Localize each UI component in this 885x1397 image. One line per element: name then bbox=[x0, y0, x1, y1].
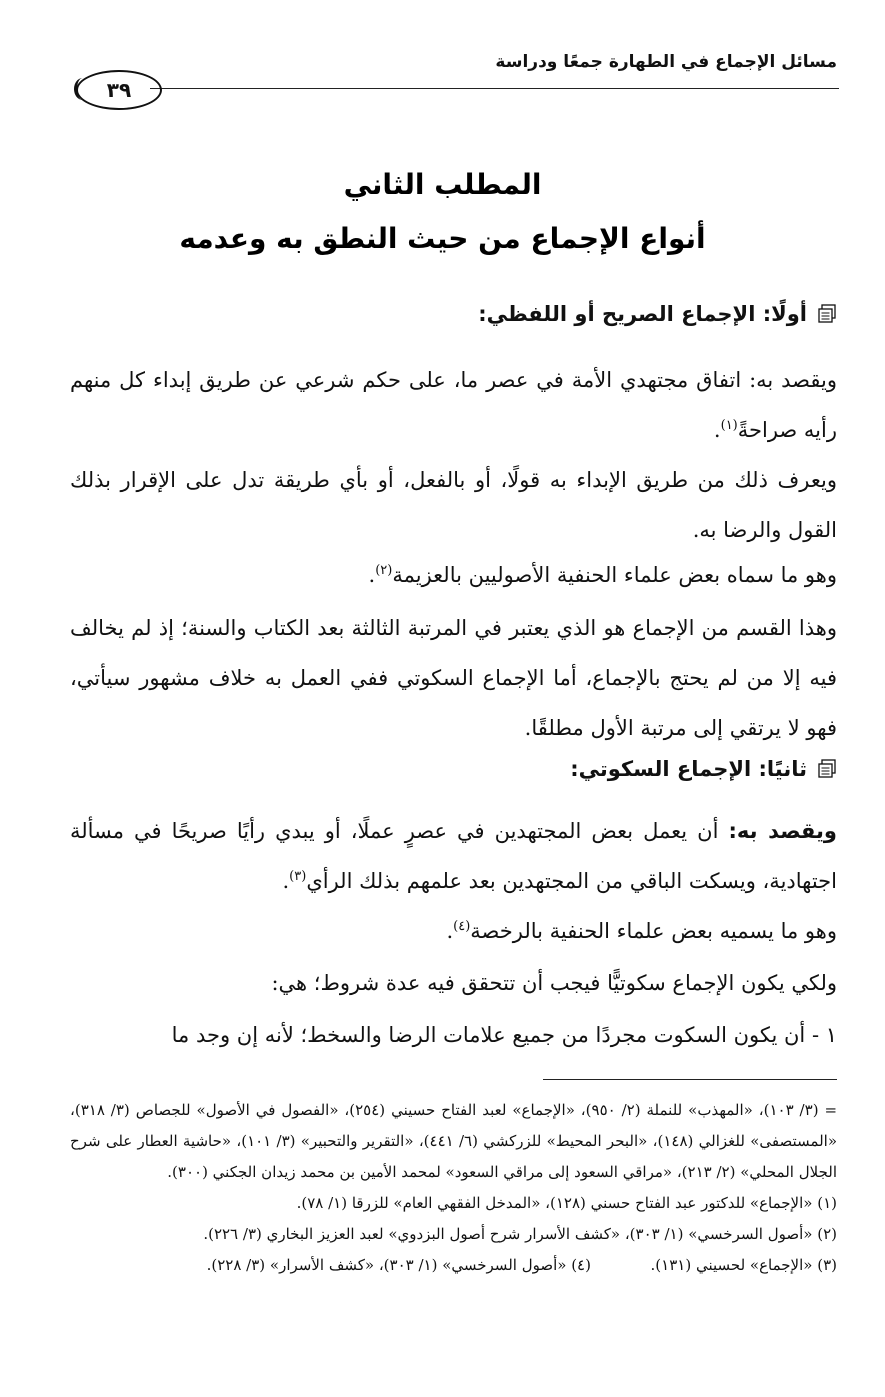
paragraph-1-text: ويقصد به: اتفاق مجتهدي الأمة في عصر ما، على حكم شرعي عن طريق إبداء كل منهم رأيه صراحةً bbox=[70, 368, 837, 442]
paragraph-1: ويقصد به: اتفاق مجتهدي الأمة في عصر ما، على حكم شرعي عن طريق إبداء كل منهم رأيه صراحةً$^{(١)}$. bbox=[70, 368, 837, 442]
footnote-1: (١) «الإجماع» للدكتور عبد الفتاح حسني (١٢٨)، «المدخل الفقهي العام» للزرقا (١/ ٧٨). bbox=[296, 1194, 837, 1212]
stacked-pages-icon bbox=[817, 759, 837, 779]
footnote-ref-4: (٤) bbox=[453, 919, 471, 934]
heading-second-text: ثانيًا: الإجماع السكوتي: bbox=[570, 757, 807, 781]
heading-first-text: أولًا: الإجماع الصريح أو اللفظي: bbox=[478, 302, 807, 326]
running-title: مسائل الإجماع في الطهارة جمعًا ودراسة bbox=[495, 52, 837, 72]
footnote-3: (٣) «الإجماع» لحسيني (١٣١). bbox=[650, 1256, 837, 1274]
heading-first bbox=[478, 302, 837, 326]
footnote-ref-2: (٢) bbox=[375, 563, 393, 578]
paragraph-2: ويعرف ذلك من طريق الإبداء به قولًا، أو بالفعل، أو بأي طريقة تدل على الإقرار بذلك القول والرضا به. bbox=[70, 468, 837, 542]
section-subtitle: أنواع الإجماع من حيث النطق به وعدمه bbox=[179, 222, 706, 255]
paragraph-4: وهذا القسم من الإجماع هو الذي يعتبر في المرتبة الثالثة بعد الكتاب والسنة؛ إذ لم يخالف فيه إلا من لم يحتج بالإجماع، أما الإجماع السكوتي ففي العمل به خلاف مشهور سيأتي، فهو لا يرتقي إلى مرتبة الأول مطلقًا. bbox=[70, 616, 837, 740]
paragraph-7: ولكي يكون الإجماع سكوتيًّا فيجب أن تتحقق فيه عدة شروط؛ هي: bbox=[271, 971, 837, 995]
stacked-pages-icon bbox=[817, 304, 837, 324]
heading-second bbox=[570, 757, 837, 781]
page-number bbox=[76, 70, 162, 110]
paragraph-8: ١ - أن يكون السكوت مجردًا من جميع علامات الرضا والسخط؛ لأنه إن وجد ما bbox=[171, 1023, 837, 1047]
footnote-ref-1: (١) bbox=[720, 418, 738, 433]
header-rule bbox=[150, 88, 839, 89]
paragraph-3: وهو ما سماه بعض علماء الحنفية الأصوليين بالعزيمة$^{(٢)}$. bbox=[368, 563, 837, 587]
paragraph-6-text: وهو ما يسميه بعض علماء الحنفية بالرخصة bbox=[470, 919, 837, 943]
footnote-continued: = (٣/ ١٠٣)، «المهذب» للنملة (٢/ ٩٥٠)، «الإجماع» لعبد الفتاح حسيني (٢٥٤)، «الفصول في الأصول» للجصاص (٣/ ٣١٨)، «المستصفى» للغزالي (١٤٨)، «البحر المحيط» للزركشي (٦/ ٤٤١)، «التقرير والتحبير» (٣/ ١٠١)، «حاشية العطار على شرح الجلال المحلي» (٢/ ٢١٣)، «مراقي السعود إلى مراقي السعود» لمحمد الأمين بن محمد زيدان الجكني (٣٠٠). bbox=[70, 1101, 838, 1181]
page-number-text: ٣٩ bbox=[106, 78, 132, 102]
paragraph-5: ويقصد به: أن يعمل بعض المجتهدين في عصرٍ عملًا، أو يبدي رأيًا صريحًا في مسألة اجتهادية، ويسكت الباقي من المجتهدين بعد علمهم بذلك الرأي$^{(٣)}$. bbox=[70, 819, 837, 893]
section-title: المطلب الثاني bbox=[343, 168, 542, 201]
footnote-4: (٤) «أصول السرخسي» (١/ ٣٠٣)، «كشف الأسرار» (٣/ ٢٢٨). bbox=[206, 1256, 591, 1274]
paragraph-6: وهو ما يسميه بعض علماء الحنفية بالرخصة$^{(٤)}$. bbox=[446, 919, 837, 943]
paragraph-5-text: أن يعمل بعض المجتهدين في عصرٍ عملًا، أو يبدي رأيًا صريحًا في مسألة اجتهادية، ويسكت الباقي من المجتهدين بعد علمهم بذلك الرأي bbox=[70, 819, 837, 893]
footnotes bbox=[70, 1095, 837, 1281]
paragraph-5-lead: ويقصد به: bbox=[728, 819, 837, 843]
footnote-3-4 bbox=[70, 1250, 837, 1281]
footnote-separator bbox=[543, 1079, 837, 1080]
footnote-ref-3: (٣) bbox=[289, 869, 307, 884]
footnote-2: (٢) «أصول السرخسي» (١/ ٣٠٣)، «كشف الأسرار شرح أصول البزدوي» لعبد العزيز البخاري (٣/ ٢٢٦). bbox=[203, 1225, 837, 1243]
paragraph-3-text: وهو ما سماه بعض علماء الحنفية الأصوليين بالعزيمة bbox=[392, 563, 837, 587]
